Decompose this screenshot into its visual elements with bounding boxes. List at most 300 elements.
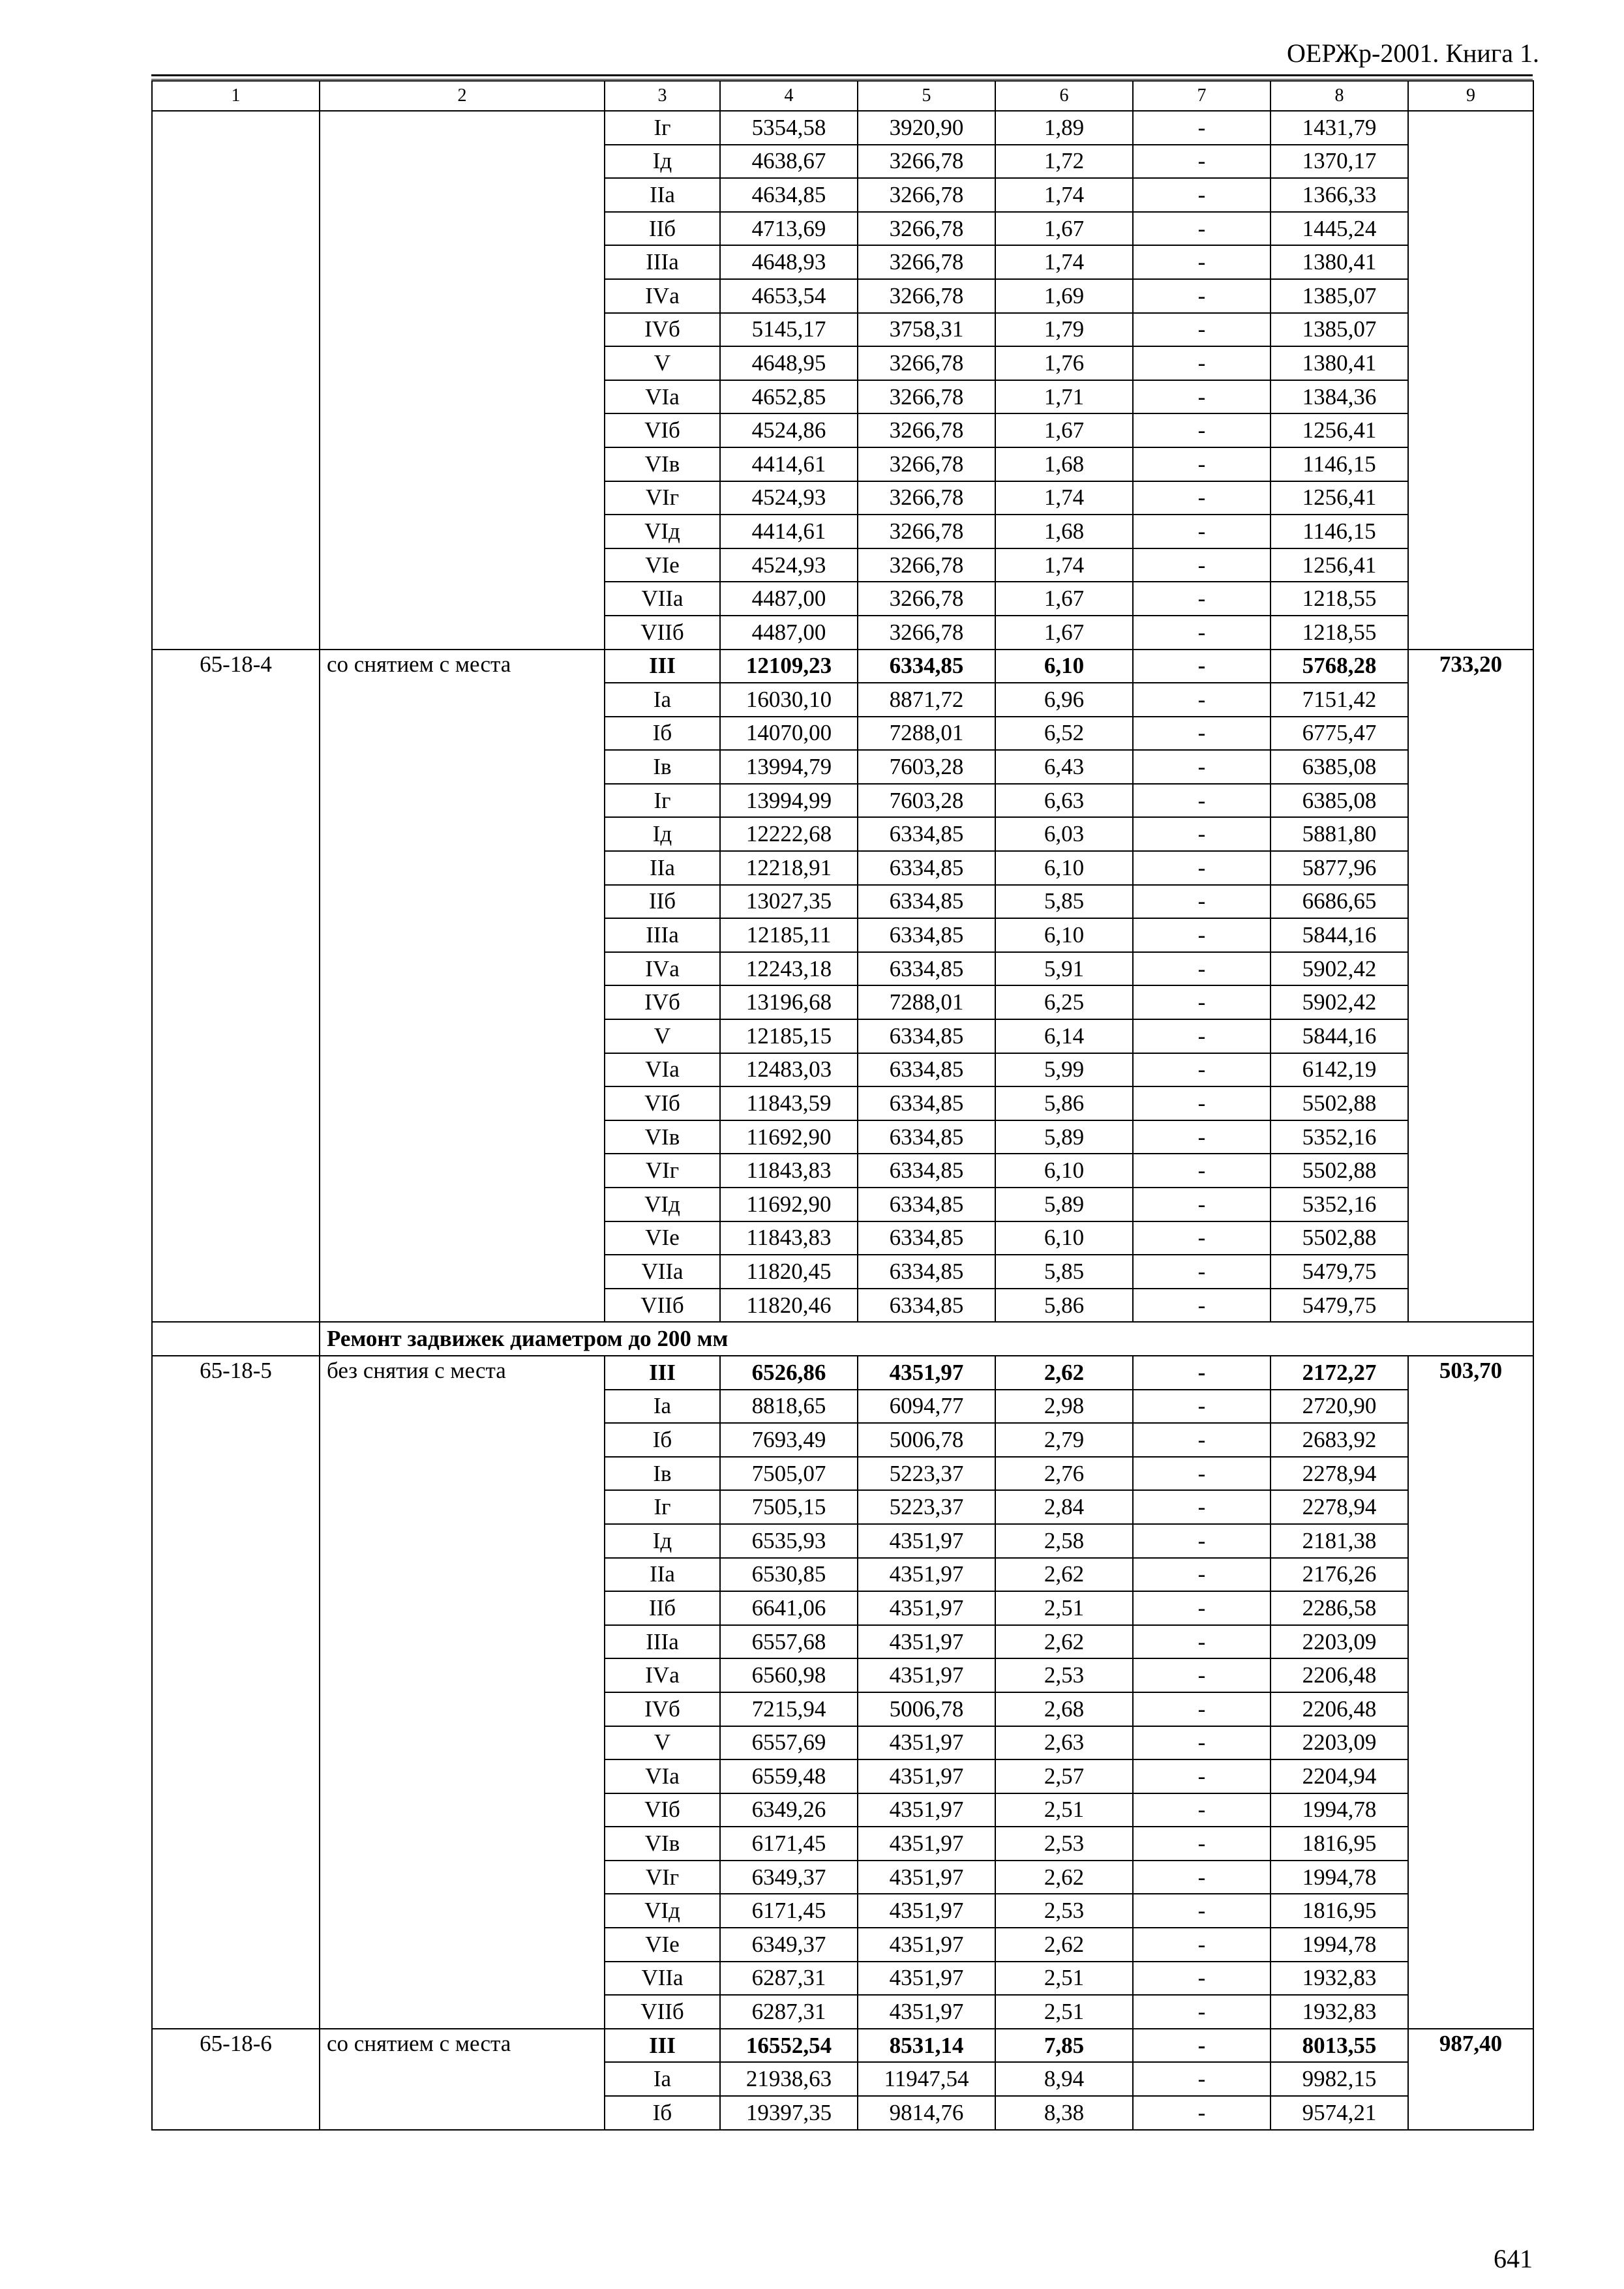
col7-cell: - [1133,1188,1271,1221]
section-heading-row [152,1322,1533,1356]
table-row [152,2029,1533,2063]
col7-cell: - [1133,481,1271,515]
col7-cell: - [1133,548,1271,582]
zone-cell: VIв [605,447,720,481]
total-cost-cell: 11843,83 [720,1154,858,1188]
total-cost-cell: 12243,18 [720,952,858,986]
materials-cell: 1816,95 [1271,1894,1408,1928]
total-cost-cell: 19397,35 [720,2096,858,2130]
machine-cell: 2,63 [995,1726,1133,1760]
total-cost-cell: 4524,93 [720,548,858,582]
total-cost-cell: 4713,69 [720,212,858,246]
col7-cell: - [1133,1726,1271,1760]
zone-cell: VIа [605,1759,720,1793]
total-cost-cell: 4652,85 [720,380,858,414]
wage-cell: 3266,78 [858,346,995,380]
machine-cell: 6,03 [995,817,1133,851]
total-cost-cell: 13994,99 [720,784,858,818]
zone-cell: IIб [605,212,720,246]
total-cost-cell: 6526,86 [720,1356,858,1390]
col7-cell: - [1133,1894,1271,1928]
machine-cell: 2,58 [995,1524,1133,1558]
col7-cell: - [1133,2062,1271,2096]
materials-cell: 1994,78 [1271,1793,1408,1827]
wage-cell: 6334,85 [858,1255,995,1289]
col7-cell: - [1133,1827,1271,1861]
total-cost-cell: 16552,54 [720,2029,858,2063]
col7-cell: - [1133,1490,1271,1524]
machine-cell: 1,74 [995,481,1133,515]
machine-cell: 5,99 [995,1053,1133,1087]
col7-cell: - [1133,1759,1271,1793]
materials-cell: 1218,55 [1271,582,1408,616]
total-cost-cell: 4524,93 [720,481,858,515]
wage-cell: 9814,76 [858,2096,995,2130]
wage-cell: 6334,85 [858,1289,995,1323]
materials-cell: 2181,38 [1271,1524,1408,1558]
materials-cell: 1385,07 [1271,313,1408,347]
col7-cell: - [1133,413,1271,447]
col7-cell: - [1133,1255,1271,1289]
total-cost-cell: 6171,45 [720,1827,858,1861]
wage-cell: 8531,14 [858,2029,995,2063]
wage-cell: 3266,78 [858,548,995,582]
column-number-row [152,81,1533,111]
total-cost-cell: 6349,26 [720,1793,858,1827]
machine-cell: 2,62 [995,1558,1133,1592]
materials-cell: 5768,28 [1271,650,1408,683]
machine-cell: 2,62 [995,1928,1133,1962]
wage-cell: 7603,28 [858,750,995,784]
machine-cell: 1,76 [995,346,1133,380]
zone-cell: IVа [605,952,720,986]
wage-cell: 3266,78 [858,582,995,616]
machine-cell: 1,71 [995,380,1133,414]
machine-cell: 6,25 [995,985,1133,1019]
total-cost-cell: 7505,15 [720,1490,858,1524]
rate-name [320,111,605,650]
wage-cell: 3266,78 [858,515,995,548]
col7-cell: - [1133,1221,1271,1255]
zone-cell: III [605,650,720,683]
col7-cell: - [1133,279,1271,313]
materials-cell: 2286,58 [1271,1591,1408,1625]
col7-cell: - [1133,2096,1271,2130]
wage-cell: 8871,72 [858,683,995,717]
table-row [152,650,1533,683]
materials-cell: 5502,88 [1271,1221,1408,1255]
zone-cell: IIа [605,1558,720,1592]
wage-cell: 6334,85 [858,1086,995,1120]
machine-cell: 6,10 [995,918,1133,952]
machine-cell: 1,67 [995,413,1133,447]
materials-cell: 8013,55 [1271,2029,1408,2063]
total-cost-cell: 12222,68 [720,817,858,851]
total-cost-cell: 4648,95 [720,346,858,380]
wage-cell: 4351,97 [858,1726,995,1760]
col7-cell: - [1133,1995,1271,2029]
wage-cell: 3266,78 [858,447,995,481]
zone-cell: V [605,1726,720,1760]
col7-cell: - [1133,1086,1271,1120]
total-cost-cell: 4638,67 [720,145,858,179]
col7-cell: - [1133,717,1271,751]
col7-cell: - [1133,918,1271,952]
column-number: 8 [1271,81,1408,111]
column-number: 2 [320,81,605,111]
zone-cell: Iа [605,683,720,717]
wage-cell: 7288,01 [858,717,995,751]
machine-cell: 6,10 [995,851,1133,885]
labor-cost-cell: 733,20 [1408,650,1533,1323]
machine-cell: 1,67 [995,616,1133,650]
materials-cell: 2206,48 [1271,1658,1408,1692]
total-cost-cell: 4634,85 [720,178,858,212]
wage-cell: 3266,78 [858,616,995,650]
col7-cell: - [1133,1019,1271,1053]
wage-cell: 4351,97 [858,1625,995,1659]
total-cost-cell: 6535,93 [720,1524,858,1558]
zone-cell: VIIа [605,582,720,616]
rate-code: 65-18-5 [152,1356,320,2029]
header-rule-thick [151,74,1533,76]
total-cost-cell: 4487,00 [720,582,858,616]
zone-cell: IIIа [605,245,720,279]
wage-cell: 4351,97 [858,1995,995,2029]
materials-cell: 1994,78 [1271,1861,1408,1894]
zone-cell: V [605,346,720,380]
wage-cell: 4351,97 [858,1894,995,1928]
materials-cell: 5844,16 [1271,1019,1408,1053]
wage-cell: 6334,85 [858,1221,995,1255]
total-cost-cell: 6287,31 [720,1962,858,1996]
wage-cell: 4351,97 [858,1658,995,1692]
wage-cell: 4351,97 [858,1558,995,1592]
header-rule-thin [151,79,1533,80]
wage-cell: 3266,78 [858,245,995,279]
total-cost-cell: 6557,69 [720,1726,858,1760]
running-header: ОЕРЖр-2001. Книга 1. [1287,38,1539,68]
col7-cell: - [1133,447,1271,481]
materials-cell: 1431,79 [1271,111,1408,145]
machine-cell: 7,85 [995,2029,1133,2063]
col7-cell: - [1133,1558,1271,1592]
materials-cell: 1380,41 [1271,346,1408,380]
wage-cell: 6334,85 [858,1019,995,1053]
zone-cell: VIIб [605,616,720,650]
total-cost-cell: 11692,90 [720,1120,858,1154]
col7-cell: - [1133,1356,1271,1390]
zone-cell: IVа [605,1658,720,1692]
col7-cell: - [1133,1289,1271,1323]
wage-cell: 3920,90 [858,111,995,145]
zone-cell: Iв [605,1457,720,1491]
col7-cell: - [1133,750,1271,784]
total-cost-cell: 7505,07 [720,1457,858,1491]
section-title: Ремонт задвижек диаметром до 200 мм [320,1322,1533,1356]
col7-cell: - [1133,1154,1271,1188]
zone-cell: VIб [605,1793,720,1827]
page-number: 641 [1494,2244,1533,2273]
zone-cell: VIа [605,1053,720,1087]
col7-cell: - [1133,1120,1271,1154]
zone-cell: Iб [605,1423,720,1457]
total-cost-cell: 11820,45 [720,1255,858,1289]
materials-cell: 1370,17 [1271,145,1408,179]
wage-cell: 6334,85 [858,1053,995,1087]
machine-cell: 1,67 [995,582,1133,616]
wage-cell: 4351,97 [858,1928,995,1962]
total-cost-cell: 4414,61 [720,515,858,548]
total-cost-cell: 6349,37 [720,1861,858,1894]
machine-cell: 2,62 [995,1861,1133,1894]
zone-cell: Iг [605,784,720,818]
materials-cell: 1816,95 [1271,1827,1408,1861]
col7-cell: - [1133,111,1271,145]
machine-cell: 2,68 [995,1692,1133,1726]
wage-cell: 5223,37 [858,1457,995,1491]
rate-code: 65-18-4 [152,650,320,1323]
total-cost-cell: 12218,91 [720,851,858,885]
total-cost-cell: 4653,54 [720,279,858,313]
machine-cell: 2,98 [995,1390,1133,1424]
materials-cell: 2203,09 [1271,1625,1408,1659]
section-spacer [152,1322,320,1356]
total-cost-cell: 13994,79 [720,750,858,784]
machine-cell: 2,51 [995,1962,1133,1996]
materials-cell: 1366,33 [1271,178,1408,212]
zone-cell: IVб [605,1692,720,1726]
machine-cell: 1,74 [995,245,1133,279]
zone-cell: Iа [605,1390,720,1424]
machine-cell: 6,10 [995,650,1133,683]
rates-table [151,80,1534,2131]
zone-cell: VIб [605,1086,720,1120]
materials-cell: 2172,27 [1271,1356,1408,1390]
total-cost-cell: 11843,59 [720,1086,858,1120]
total-cost-cell: 11843,83 [720,1221,858,1255]
materials-cell: 5352,16 [1271,1188,1408,1221]
materials-cell: 5352,16 [1271,1120,1408,1154]
materials-cell: 9982,15 [1271,2062,1408,2096]
machine-cell: 2,62 [995,1625,1133,1659]
machine-cell: 6,52 [995,717,1133,751]
wage-cell: 7288,01 [858,985,995,1019]
machine-cell: 2,51 [995,1793,1133,1827]
zone-cell: Iв [605,750,720,784]
wage-cell: 3758,31 [858,313,995,347]
zone-cell: Iд [605,817,720,851]
machine-cell: 6,63 [995,784,1133,818]
col7-cell: - [1133,1861,1271,1894]
wage-cell: 4351,97 [858,1827,995,1861]
machine-cell: 5,86 [995,1289,1133,1323]
materials-cell: 1385,07 [1271,279,1408,313]
zone-cell: Iд [605,1524,720,1558]
table-row [152,111,1533,145]
zone-cell: VIе [605,1928,720,1962]
total-cost-cell: 14070,00 [720,717,858,751]
zone-cell: IIIа [605,918,720,952]
total-cost-cell: 12483,03 [720,1053,858,1087]
zone-cell: Iг [605,111,720,145]
column-number: 4 [720,81,858,111]
wage-cell: 5006,78 [858,1692,995,1726]
materials-cell: 5881,80 [1271,817,1408,851]
materials-cell: 6775,47 [1271,717,1408,751]
zone-cell: VIIа [605,1255,720,1289]
col7-cell: - [1133,145,1271,179]
zone-cell: VIIб [605,1289,720,1323]
materials-cell: 7151,42 [1271,683,1408,717]
machine-cell: 1,89 [995,111,1133,145]
materials-cell: 2206,48 [1271,1692,1408,1726]
col7-cell: - [1133,650,1271,683]
zone-cell: Iг [605,1490,720,1524]
machine-cell: 2,53 [995,1827,1133,1861]
machine-cell: 5,86 [995,1086,1133,1120]
machine-cell: 1,68 [995,515,1133,548]
col7-cell: - [1133,1793,1271,1827]
zone-cell: Iд [605,145,720,179]
col7-cell: - [1133,885,1271,919]
materials-cell: 2176,26 [1271,1558,1408,1592]
total-cost-cell: 16030,10 [720,683,858,717]
wage-cell: 6334,85 [858,952,995,986]
wage-cell: 4351,97 [858,1759,995,1793]
wage-cell: 3266,78 [858,279,995,313]
zone-cell: III [605,2029,720,2063]
wage-cell: 5223,37 [858,1490,995,1524]
machine-cell: 1,74 [995,548,1133,582]
materials-cell: 1932,83 [1271,1962,1408,1996]
machine-cell: 5,89 [995,1188,1133,1221]
col7-cell: - [1133,2029,1271,2063]
wage-cell: 3266,78 [858,212,995,246]
total-cost-cell: 4487,00 [720,616,858,650]
materials-cell: 1445,24 [1271,212,1408,246]
column-number: 9 [1408,81,1533,111]
materials-cell: 1384,36 [1271,380,1408,414]
machine-cell: 1,79 [995,313,1133,347]
wage-cell: 4351,97 [858,1793,995,1827]
machine-cell: 5,85 [995,1255,1133,1289]
machine-cell: 5,85 [995,885,1133,919]
col7-cell: - [1133,178,1271,212]
total-cost-cell: 4648,93 [720,245,858,279]
rate-name: со снятием с места [320,2029,605,2130]
materials-cell: 6142,19 [1271,1053,1408,1087]
machine-cell: 5,91 [995,952,1133,986]
zone-cell: VIг [605,481,720,515]
materials-cell: 2203,09 [1271,1726,1408,1760]
machine-cell: 6,10 [995,1221,1133,1255]
zone-cell: VIв [605,1120,720,1154]
total-cost-cell: 7215,94 [720,1692,858,1726]
col7-cell: - [1133,346,1271,380]
total-cost-cell: 4524,86 [720,413,858,447]
col7-cell: - [1133,212,1271,246]
col7-cell: - [1133,1457,1271,1491]
materials-cell: 6686,65 [1271,885,1408,919]
total-cost-cell: 6641,06 [720,1591,858,1625]
machine-cell: 2,51 [995,1591,1133,1625]
col7-cell: - [1133,952,1271,986]
materials-cell: 1256,41 [1271,481,1408,515]
materials-cell: 2720,90 [1271,1390,1408,1424]
zone-cell: VIд [605,1894,720,1928]
wage-cell: 6334,85 [858,851,995,885]
column-number: 1 [152,81,320,111]
col7-cell: - [1133,380,1271,414]
total-cost-cell: 6559,48 [720,1759,858,1793]
wage-cell: 4351,97 [858,1356,995,1390]
wage-cell: 6334,85 [858,650,995,683]
machine-cell: 1,69 [995,279,1133,313]
col7-cell: - [1133,1524,1271,1558]
col7-cell: - [1133,1053,1271,1087]
zone-cell: VIб [605,413,720,447]
machine-cell: 2,51 [995,1995,1133,2029]
zone-cell: III [605,1356,720,1390]
col7-cell: - [1133,1962,1271,1996]
zone-cell: IVб [605,985,720,1019]
zone-cell: IVа [605,279,720,313]
rate-name: со снятием с места [320,650,605,1323]
zone-cell: IIб [605,1591,720,1625]
total-cost-cell: 13027,35 [720,885,858,919]
materials-cell: 1256,41 [1271,548,1408,582]
materials-cell: 1218,55 [1271,616,1408,650]
materials-cell: 5902,42 [1271,952,1408,986]
zone-cell: Iб [605,2096,720,2130]
machine-cell: 2,79 [995,1423,1133,1457]
wage-cell: 4351,97 [858,1591,995,1625]
wage-cell: 6334,85 [858,918,995,952]
wage-cell: 6334,85 [858,817,995,851]
wage-cell: 3266,78 [858,178,995,212]
col7-cell: - [1133,1658,1271,1692]
column-number: 6 [995,81,1133,111]
labor-cost-cell [1408,111,1533,650]
wage-cell: 3266,78 [858,481,995,515]
machine-cell: 2,53 [995,1658,1133,1692]
column-number: 7 [1133,81,1271,111]
materials-cell: 1146,15 [1271,515,1408,548]
machine-cell: 1,67 [995,212,1133,246]
col7-cell: - [1133,1625,1271,1659]
wage-cell: 3266,78 [858,413,995,447]
total-cost-cell: 11820,46 [720,1289,858,1323]
materials-cell: 5902,42 [1271,985,1408,1019]
col7-cell: - [1133,1692,1271,1726]
col7-cell: - [1133,515,1271,548]
zone-cell: VIд [605,515,720,548]
total-cost-cell: 12109,23 [720,650,858,683]
machine-cell: 5,89 [995,1120,1133,1154]
zone-cell: VIг [605,1154,720,1188]
zone-cell: Iа [605,2062,720,2096]
col7-cell: - [1133,1423,1271,1457]
machine-cell: 6,43 [995,750,1133,784]
materials-cell: 2683,92 [1271,1423,1408,1457]
total-cost-cell: 6349,37 [720,1928,858,1962]
zone-cell: VIIа [605,1962,720,1996]
materials-cell: 5502,88 [1271,1086,1408,1120]
col7-cell: - [1133,851,1271,885]
total-cost-cell: 6530,85 [720,1558,858,1592]
machine-cell: 2,53 [995,1894,1133,1928]
